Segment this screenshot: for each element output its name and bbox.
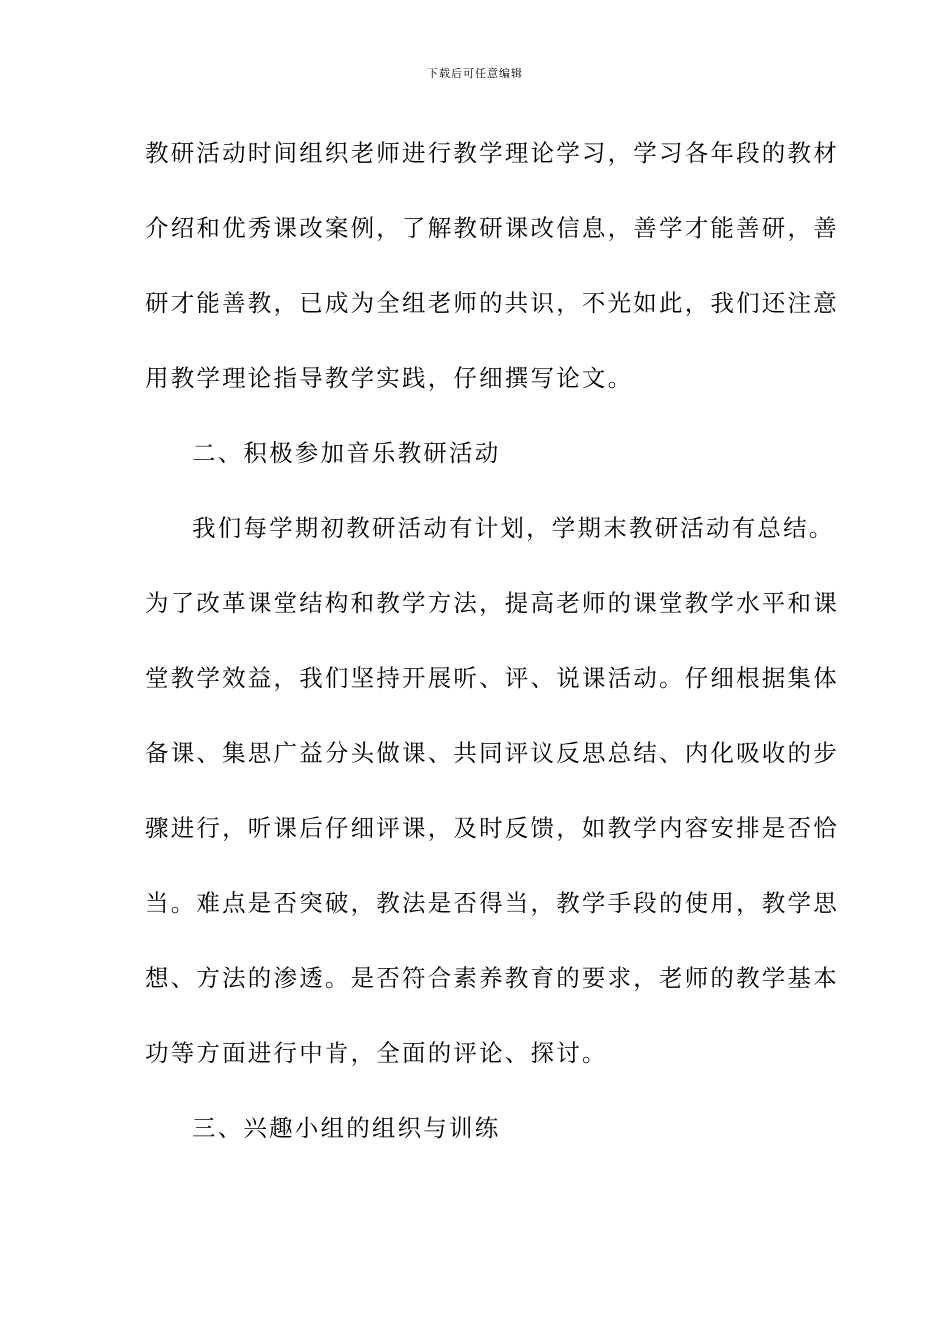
paragraph-line: 介绍和优秀课改案例，了解教研课改信息，善学才能善研，善: [145, 214, 839, 242]
paragraph-line: 用教学理论指导教学实践，仔细撰写论文。: [145, 364, 634, 392]
paragraph-line: 我们每学期初教研活动有计划，学期末教研活动有总结。: [192, 514, 835, 542]
paragraph-line: 当。难点是否突破，教法是否得当，教学手段的使用，教学思: [145, 889, 839, 917]
paragraph-line: 功等方面进行中肯，全面的评论、探讨。: [145, 1039, 608, 1067]
paragraph-line: 教研活动时间组织老师进行教学理论学习，学习各年段的教材: [145, 139, 839, 167]
paragraph-line: 想、方法的渗透。是否符合素养教育的要求，老师的教学基本: [145, 964, 839, 992]
document-body: [145, 128, 839, 1178]
section-heading: 三、兴趣小组的组织与训练: [192, 1114, 501, 1142]
paragraph-line: 堂教学效益，我们坚持开展听、评、说课活动。仔细根据集体: [145, 664, 839, 692]
paragraph-line: 备课、集思广益分头做课、共同评议反思总结、内化吸收的步: [145, 739, 839, 767]
section-heading: 二、积极参加音乐教研活动: [192, 439, 501, 467]
paragraph-line: 为了改革课堂结构和教学方法，提高老师的课堂教学水平和课: [145, 589, 839, 617]
page-header: 下载后可任意编辑: [427, 67, 523, 80]
paragraph-line: 研才能善教，已成为全组老师的共识，不光如此，我们还注意: [145, 289, 839, 317]
paragraph-line: 骤进行，听课后仔细评课，及时反馈，如教学内容安排是否恰: [145, 814, 839, 842]
